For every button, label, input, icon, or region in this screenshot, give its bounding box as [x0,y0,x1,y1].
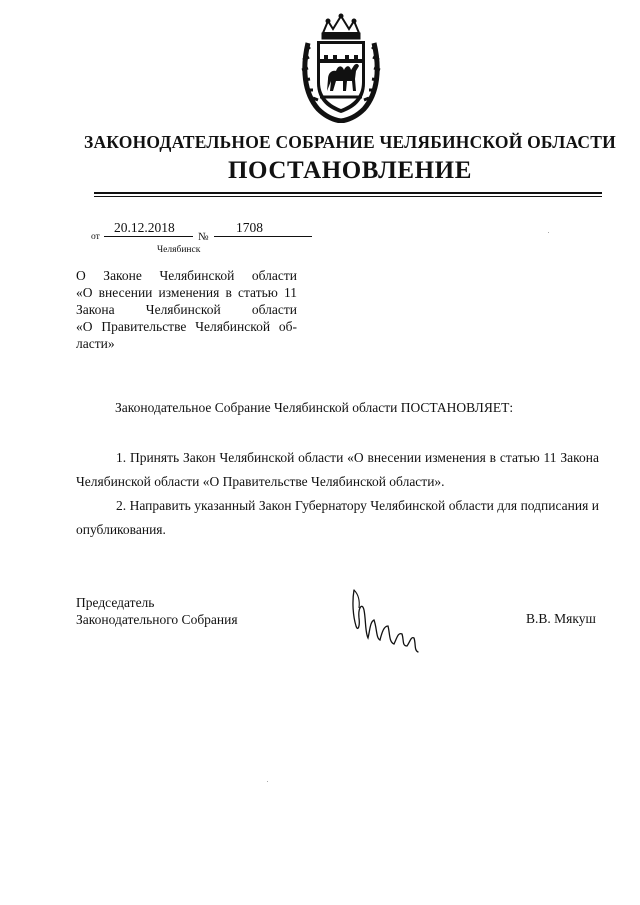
number-prefix: № [198,231,209,243]
resolution-preamble: Законодательное Собрание Челябинской области ПОСТАНОВЛЯЕТ: [115,400,514,415]
subject-line: ласти» [76,336,115,351]
header-divider [94,192,602,194]
document-date: 20.12.2018 [114,220,175,235]
signatory-name: В.В. Мякуш [526,611,596,626]
resolution-item: 1. Принять Закон Челябинской области «О внесении изменения в статью 11 Закона Челябинской области «О Правительстве Челябинской области». [76,450,599,489]
chelyabinsk-region-coat-of-arms-icon [298,13,384,123]
subject-line: О Законе Челябинской области [76,268,297,283]
header-divider-thin [94,196,602,197]
document-place: Челябинск [157,245,201,255]
resolution-items [76,446,599,542]
resolution-item: 2. Направить указанный Закон Губернатору Челябинской области для подписания и опубликования. [76,498,599,537]
subject-line: «О внесении изменения в статью 11 [76,285,297,300]
subject-line: Закона Челябинской области [76,302,297,317]
scan-speck [267,781,268,782]
handwritten-signature-icon [344,582,430,654]
signatory-title [76,594,238,628]
scan-speck [548,232,549,233]
date-prefix: от [91,232,100,242]
number-underline [214,236,312,237]
organization-name: ЗАКОНОДАТЕЛЬНОЕ СОБРАНИЕ ЧЕЛЯБИНСКОЙ ОБЛАСТИ [84,132,616,152]
subject-line: «О Правительстве Челябинской об- [76,319,297,334]
date-underline [104,236,193,237]
signatory-title-line: Председатель [76,595,155,610]
document-type-title: ПОСТАНОВЛЕНИЕ [227,157,473,184]
document-number: 1708 [236,220,263,235]
document-subject [76,267,297,352]
signatory-title-line: Законодательного Собрания [76,612,238,627]
